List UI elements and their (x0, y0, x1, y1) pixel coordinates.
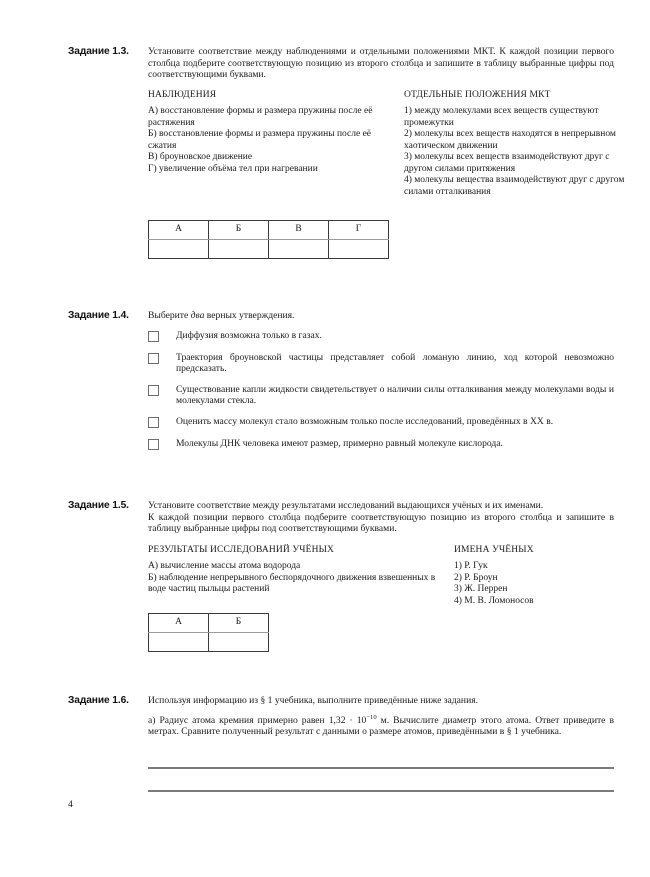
checkbox-icon-1[interactable] (148, 331, 159, 342)
checkbox-icon-2[interactable] (148, 353, 159, 364)
task-1-3-right-item-2: 2) молекулы всех веществ находятся в непрерывном хаотическом движении (404, 129, 616, 151)
task-1-5-columns (148, 544, 614, 606)
check-label-1: Диффузия возможна только в газах. (176, 329, 322, 341)
task-1-4 (68, 310, 614, 451)
task-1-6 (68, 695, 614, 738)
answer-header-v: В (269, 220, 329, 239)
task-1-5-right-column (454, 545, 614, 608)
check-row-4[interactable] (148, 416, 614, 429)
task-1-6-body (148, 695, 614, 738)
task-1-3-left-item-b: Б) восстановление формы и размера пружины после её сжатия (148, 129, 371, 151)
answer-header-a: А (149, 220, 209, 239)
task-1-4-intro-emphasis: два (190, 310, 205, 321)
table-row-headers (149, 613, 269, 632)
check-label-3: Существование капли жидкости свидетельствует о наличии силы отталкивания между молекулами воды и молекулами стекла. (176, 383, 614, 407)
task-1-6-intro: Используя информацию из § 1 учебника, выполните приведённые ниже задания. (148, 695, 479, 706)
task-1-3-right-column (404, 90, 636, 199)
task-1-6-exponent: −10 (366, 713, 377, 721)
task-1-4-intro-before: Выберите (148, 310, 191, 321)
task-1-4-checklist (148, 330, 614, 451)
task-1-5-intro-1: Установите соответствие между результатами исследований выдающихся учёных и их именами. (148, 500, 544, 511)
task-1-4-body (148, 310, 614, 451)
answer-line-2[interactable] (148, 790, 614, 792)
answer-line-1[interactable] (148, 767, 614, 769)
check-label-5: Молекулы ДНК человека имеют размер, примерно равный молекуле кислорода. (176, 437, 503, 449)
page-number: 4 (68, 800, 73, 810)
table-row-answers[interactable] (149, 632, 269, 651)
task-1-3-label: Задание 1.3. (68, 46, 129, 57)
task-1-5-right-item-1: 1) Р. Гук (454, 561, 488, 572)
task-1-5-label: Задание 1.5. (68, 500, 129, 511)
answer-header-b: Б (209, 613, 269, 632)
checkbox-icon-3[interactable] (148, 385, 159, 396)
task-1-5-intro-2: К каждой позиции первого столбца подберите соответствующую позицию из второго столбца и запишите в таблицу выбранные цифры под соответствующими буквами. (148, 511, 614, 535)
task-1-5-right-item-3: 3) Ж. Перрен (454, 584, 508, 595)
task-1-5 (68, 500, 614, 652)
table-row-answers[interactable] (149, 239, 389, 258)
task-1-3-right-item-3: 3) молекулы всех веществ взаимодействуют друг с другом силами притяжения (404, 152, 610, 174)
task-1-6-part-a-before: а) Радиус атома кремния примерно равен 1,32 · 10 (148, 714, 367, 726)
task-1-3-right-item-4: 4) молекулы вещества взаимодействуют друг с другом силами отталкивания (404, 175, 625, 197)
task-1-4-intro (148, 310, 614, 322)
task-1-5-left-item-b: Б) наблюдение непрерывного беспорядочного движения взвешенных в воде частиц пыльцы растений (148, 572, 436, 595)
task-1-6-part-a (148, 715, 614, 738)
answer-cell-b[interactable] (209, 239, 269, 258)
task-1-3 (68, 46, 625, 259)
task-1-3-right-item-1: 1) между молекулами всех веществ существуют промежутки (404, 106, 599, 128)
task-1-3-left-item-v: В) броуновское движение (148, 152, 253, 163)
task-1-3-left-column (148, 90, 398, 176)
answer-header-a: А (149, 613, 209, 632)
answer-cell-a[interactable] (149, 239, 209, 258)
check-row-2[interactable] (148, 352, 614, 375)
task-1-3-right-heading: ОТДЕЛЬНЫЕ ПОЛОЖЕНИЯ МКТ (404, 89, 551, 100)
task-1-3-answer-table[interactable] (148, 220, 389, 259)
answer-header-b: Б (209, 220, 269, 239)
checkbox-icon-5[interactable] (148, 439, 159, 450)
task-1-5-left-column (148, 545, 448, 596)
check-row-5[interactable] (148, 438, 614, 451)
task-1-5-right-heading: ИМЕНА УЧЁНЫХ (454, 544, 534, 555)
answer-cell-v[interactable] (269, 239, 329, 258)
task-1-3-left-heading: НАБЛЮДЕНИЯ (148, 89, 217, 100)
task-1-3-left-item-a: А) восстановление формы и размера пружины после её растяжения (148, 106, 373, 128)
checkbox-icon-4[interactable] (148, 417, 159, 428)
task-1-5-left-item-a: А) вычисление массы атома водорода (148, 561, 301, 572)
task-1-3-columns (148, 89, 625, 212)
task-1-3-intro: Установите соответствие между наблюдениями и отдельными положениями МКТ. К каждой позиции первого столбца подберите соответствующую позицию из второго столбца и запишите в таблицу выбранные цифры под соответствующими буквами. (148, 46, 614, 81)
check-label-4: Оценить массу молекул стало возможным только после исследований, проведённых в XX в. (176, 415, 554, 427)
table-row-headers (149, 220, 389, 239)
task-1-5-left-heading: РЕЗУЛЬТАТЫ ИССЛЕДОВАНИЙ УЧЁНЫХ (148, 544, 335, 555)
check-row-1[interactable] (148, 330, 614, 343)
answer-header-g: Г (329, 220, 389, 239)
task-1-4-intro-after: верных утверждения. (204, 310, 295, 321)
task-1-3-body (148, 46, 625, 259)
task-1-3-left-item-g: Г) увеличение объёма тел при нагревании (148, 163, 318, 174)
task-1-5-right-item-2: 2) Р. Броун (454, 572, 498, 583)
task-1-6-label: Задание 1.6. (68, 695, 129, 706)
task-1-5-right-item-4: 4) М. В. Ломоносов (454, 595, 534, 606)
task-1-5-body (148, 500, 614, 652)
task-1-6-part-a-after: м. Вычислите диаметр этого атома. Ответ приведите в метрах. Сравните полученный результат с данными о размере атомов, приведёнными в § 1 учебника. (148, 714, 614, 738)
answer-cell-b[interactable] (209, 632, 269, 651)
check-row-3[interactable] (148, 384, 614, 407)
task-1-5-answer-table[interactable] (148, 613, 269, 652)
answer-cell-a[interactable] (149, 632, 209, 651)
answer-cell-g[interactable] (329, 239, 389, 258)
task-1-4-label: Задание 1.4. (68, 310, 129, 321)
check-label-2: Траектория броуновской частицы представляет собой ломаную линию, ход которой невозможно предсказать. (176, 351, 614, 375)
